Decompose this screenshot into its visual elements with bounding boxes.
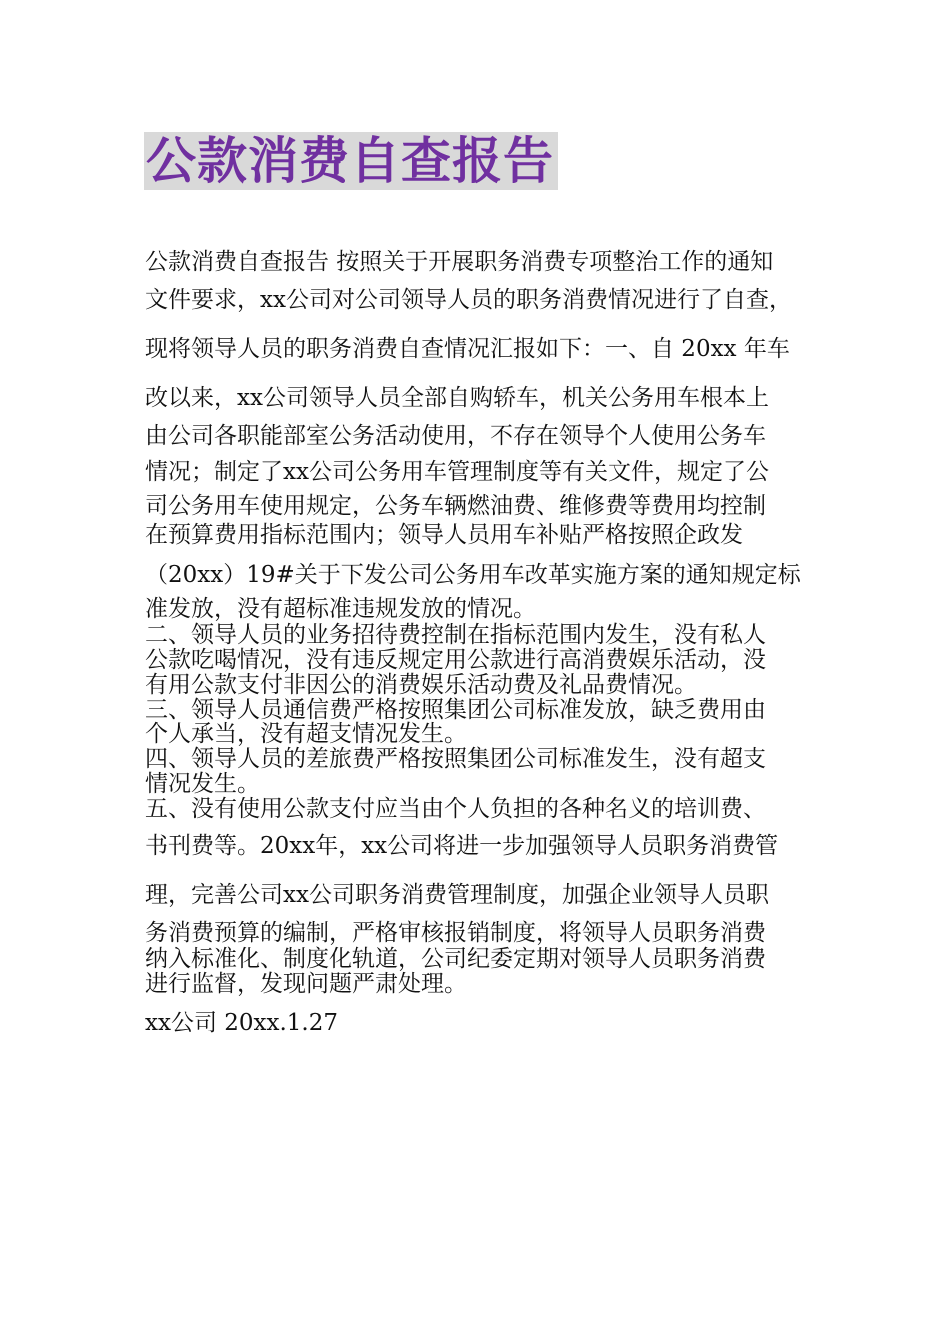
body-line-6: 情况；制定了xx公司公务用车管理制度等有关文件，规定了公	[145, 459, 769, 485]
body-line-19: 书刊费等。20xx年，xx公司将进一步加强领导人员职务消费管	[145, 833, 779, 859]
body-line-10: 准发放，没有超标准违规发放的情况。	[145, 596, 536, 622]
body-line-9: （20xx）19#关于下发公司公务用车改革实施方案的通知规定标	[145, 562, 801, 588]
body-line-1: 公款消费自查报告 按照关于开展职务消费专项整治工作的通知	[145, 249, 774, 275]
body-line-21: 务消费预算的编制，严格审核报销制度，将领导人员职务消费	[145, 920, 766, 946]
body-line-3: 现将领导人员的职务消费自查情况汇报如下：一、自 20xx 年车	[145, 336, 790, 362]
body-line-8: 在预算费用指标范围内；领导人员用车补贴严格按照企政发	[145, 522, 743, 548]
body-line-7: 司公务用车使用规定，公务车辆燃油费、维修费等费用均控制	[145, 493, 766, 519]
document-title: 公款消费自查报告	[146, 132, 554, 190]
body-line-17: 情况发生。	[145, 771, 260, 797]
signature-line: xx公司 20xx.1.27	[145, 1010, 338, 1036]
body-line-5: 由公司各职能部室公务活动使用，不存在领导个人使用公务车	[145, 423, 766, 449]
body-line-15: 个人承当，没有超支情况发生。	[145, 721, 467, 747]
body-line-20: 理，完善公司xx公司职务消费管理制度，加强企业领导人员职	[145, 882, 769, 908]
body-line-4: 改以来，xx公司领导人员全部自购轿车，机关公务用车根本上	[145, 385, 769, 411]
body-line-13: 有用公款支付非因公的消费娱乐活动费及礼品费情况。	[145, 672, 697, 698]
body-line-11: 二、领导人员的业务招待费控制在指标范围内发生，没有私人	[145, 622, 766, 648]
body-line-12: 公款吃喝情况，没有违反规定用公款进行高消费娱乐活动，没	[145, 647, 766, 673]
body-line-2: 文件要求，xx公司对公司领导人员的职务消费情况进行了自查，	[145, 287, 792, 313]
title-highlight	[144, 132, 558, 190]
body-line-16: 四、领导人员的差旅费严格按照集团公司标准发生，没有超支	[145, 746, 766, 772]
body-line-14: 三、领导人员通信费严格按照集团公司标准发放，缺乏费用由	[145, 697, 766, 723]
body-line-18: 五、没有使用公款支付应当由个人负担的各种名义的培训费、	[145, 796, 766, 822]
body-line-22: 纳入标准化、制度化轨道，公司纪委定期对领导人员职务消费	[145, 946, 766, 972]
body-line-23: 进行监督，发现问题严肃处理。	[145, 971, 467, 997]
